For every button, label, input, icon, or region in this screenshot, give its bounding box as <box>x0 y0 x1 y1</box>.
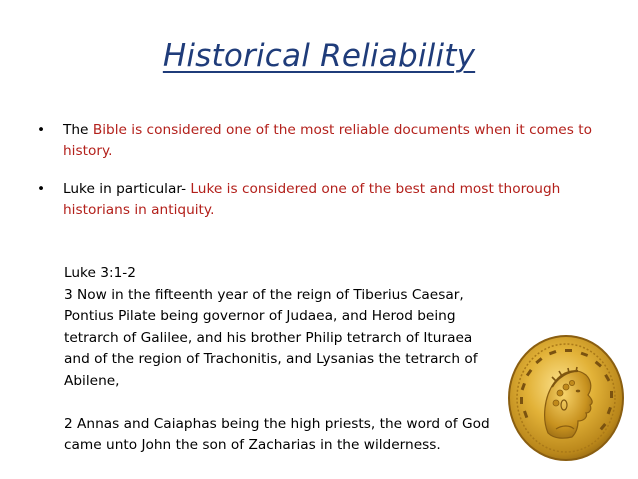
quote-reference: Luke 3:1-2 <box>64 265 136 281</box>
quote-line: tetrarch of Galilee, and his brother Philip tetrarch of Ituraea <box>64 329 473 346</box>
quote-line: Pontius Pilate being governor of Judaea, and Herod being <box>64 308 456 324</box>
bullet-item-bible <box>37 120 607 162</box>
bullet-list <box>37 120 607 238</box>
quote-line: 2 Annas and Caiaphas being the high priests, the word of God <box>64 415 490 432</box>
quote-gap <box>64 392 534 414</box>
gold-coin-icon <box>506 333 626 463</box>
quote-line: and of the region of Trachonitis, and Lysanias the tetrarch of <box>64 351 478 367</box>
quote-line: 3 Now in the fifteenth year of the reign of Tiberius Caesar, <box>64 286 464 303</box>
bullet-highlight: Bible is considered one of the most reliable documents when it comes to history. <box>63 122 592 159</box>
quote-line: came unto John the son of Zacharias in the wilderness. <box>64 437 441 453</box>
bullet-marker: • <box>37 181 46 197</box>
bullet-prefix: Luke in particular- <box>63 181 191 197</box>
bullet-marker: • <box>37 122 46 138</box>
quote-line: Abilene, <box>64 372 120 389</box>
scripture-quote <box>64 263 534 457</box>
bullet-prefix: The <box>63 122 93 138</box>
bullet-item-luke <box>37 179 607 221</box>
bullet-highlight: Luke is considered one of the best and most thorough historians in antiquity. <box>63 181 561 218</box>
slide-title: Historical Reliability <box>162 38 476 74</box>
